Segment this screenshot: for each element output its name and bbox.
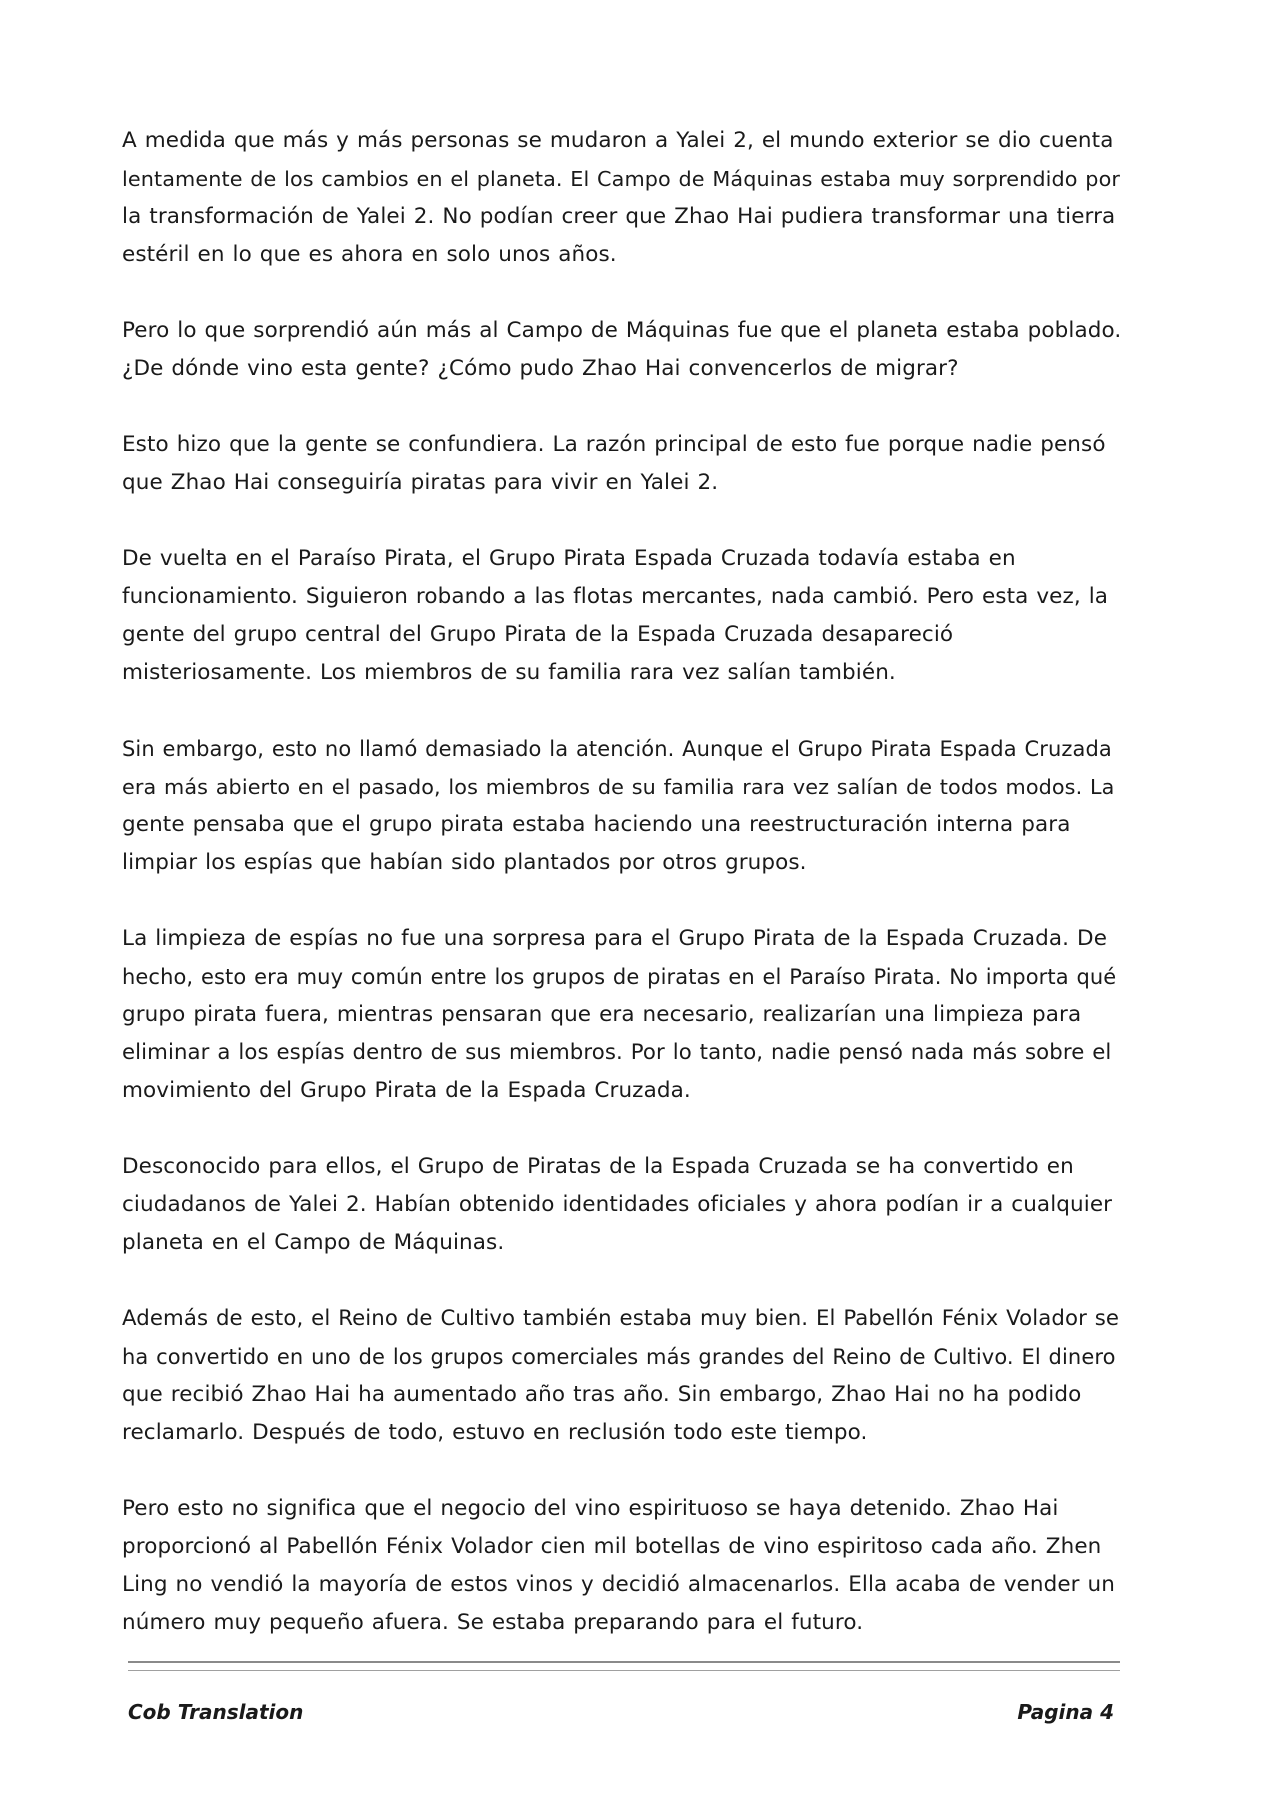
paragraph-9 <box>122 1490 1122 1642</box>
paragraph-line: reclamarlo. Después de todo, estuvo en reclusión todo este tiempo. <box>122 1420 868 1445</box>
paragraph-line: Pero esto no significa que el negocio del vino espirituoso se haya detenido. Zhao Hai <box>122 1496 1059 1521</box>
paragraph-line: Ling no vendió la mayoría de estos vinos y decidió almacenarlos. Ella acaba de vender un <box>122 1572 1115 1597</box>
paragraph-line: gente del grupo central del Grupo Pirata de la Espada Cruzada desapareció <box>122 622 954 647</box>
paragraph-1 <box>122 122 1122 274</box>
paragraph-line: estéril en lo que es ahora en solo unos años. <box>122 242 617 267</box>
paragraph-line: Esto hizo que la gente se confundiera. La razón principal de esto fue porque nadie pensó <box>122 432 1106 457</box>
paragraph-6 <box>122 920 1122 1110</box>
document-body <box>122 122 1122 1680</box>
paragraph-line: eliminar a los espías dentro de sus miembros. Por lo tanto, nadie pensó nada más sobre el <box>122 1040 1112 1065</box>
paragraph-line: lentamente de los cambios en el planeta. El Campo de Máquinas estaba muy sorprendido por <box>122 167 1120 191</box>
paragraph-7 <box>122 1148 1122 1262</box>
paragraph-line: grupo pirata fuera, mientras pensaran que era necesario, realizarían una limpieza para <box>122 1002 1082 1027</box>
paragraph-2 <box>122 312 1122 388</box>
paragraph-line: que recibió Zhao Hai ha aumentado año tras año. Sin embargo, Zhao Hai no ha podido <box>122 1382 1082 1407</box>
footer-divider <box>128 1661 1120 1663</box>
paragraph-line: Desconocido para ellos, el Grupo de Piratas de la Espada Cruzada se ha convertido en <box>122 1154 1074 1179</box>
paragraph-line: A medida que más y más personas se mudaron a Yalei 2, el mundo exterior se dio cuenta <box>122 128 1114 153</box>
paragraph-line: Además de esto, el Reino de Cultivo también estaba muy bien. El Pabellón Fénix Volador se <box>122 1306 1120 1331</box>
paragraph-line: ciudadanos de Yalei 2. Habían obtenido identidades oficiales y ahora podían ir a cualquier <box>122 1192 1113 1217</box>
footer-page-number: Pagina 4 <box>1017 1700 1114 1724</box>
paragraph-line: funcionamiento. Siguieron robando a las flotas mercantes, nada cambió. Pero esta vez, la <box>122 584 1109 609</box>
paragraph-line: La limpieza de espías no fue una sorpresa para el Grupo Pirata de la Espada Cruzada. De <box>122 926 1108 951</box>
paragraph-line: De vuelta en el Paraíso Pirata, el Grupo Pirata Espada Cruzada todavía estaba en <box>122 546 1016 571</box>
paragraph-line: era más abierto en el pasado, los miembros de su familia rara vez salían de todos modos. La <box>122 775 1115 799</box>
footer-translator-credit: Cob Translation <box>128 1700 304 1724</box>
paragraph-line: movimiento del Grupo Pirata de la Espada Cruzada. <box>122 1078 691 1103</box>
paragraph-3 <box>122 426 1122 502</box>
paragraph-line: hecho, esto era muy común entre los grupos de piratas en el Paraíso Pirata. No importa qué <box>122 965 1117 989</box>
paragraph-line: proporcionó al Pabellón Fénix Volador cien mil botellas de vino espiritoso cada año. Zhen <box>122 1534 1102 1559</box>
paragraph-line: Sin embargo, esto no llamó demasiado la atención. Aunque el Grupo Pirata Espada Cruzada <box>122 737 1112 761</box>
paragraph-8 <box>122 1300 1122 1452</box>
paragraph-4 <box>122 540 1122 692</box>
paragraph-line: planeta en el Campo de Máquinas. <box>122 1230 505 1255</box>
paragraph-line: limpiar los espías que habían sido plantados por otros grupos. <box>122 850 807 875</box>
paragraph-line: Pero lo que sorprendió aún más al Campo de Máquinas fue que el planeta estaba poblado. <box>122 318 1122 343</box>
paragraph-line: que Zhao Hai conseguiría piratas para vivir en Yalei 2. <box>122 470 719 495</box>
paragraph-line: misteriosamente. Los miembros de su familia rara vez salían también. <box>122 660 896 685</box>
footer-divider-secondary <box>128 1670 1120 1671</box>
paragraph-line: ha convertido en uno de los grupos comerciales más grandes del Reino de Cultivo. El dinero <box>122 1345 1116 1369</box>
paragraph-line: gente pensaba que el grupo pirata estaba haciendo una reestructuración interna para <box>122 812 1071 837</box>
paragraph-line: ¿De dónde vino esta gente? ¿Cómo pudo Zhao Hai convencerlos de migrar? <box>122 356 959 381</box>
paragraph-line: la transformación de Yalei 2. No podían creer que Zhao Hai pudiera transformar una tierra <box>122 204 1116 229</box>
paragraph-line: número muy pequeño afuera. Se estaba preparando para el futuro. <box>122 1610 864 1635</box>
paragraph-5 <box>122 730 1122 882</box>
